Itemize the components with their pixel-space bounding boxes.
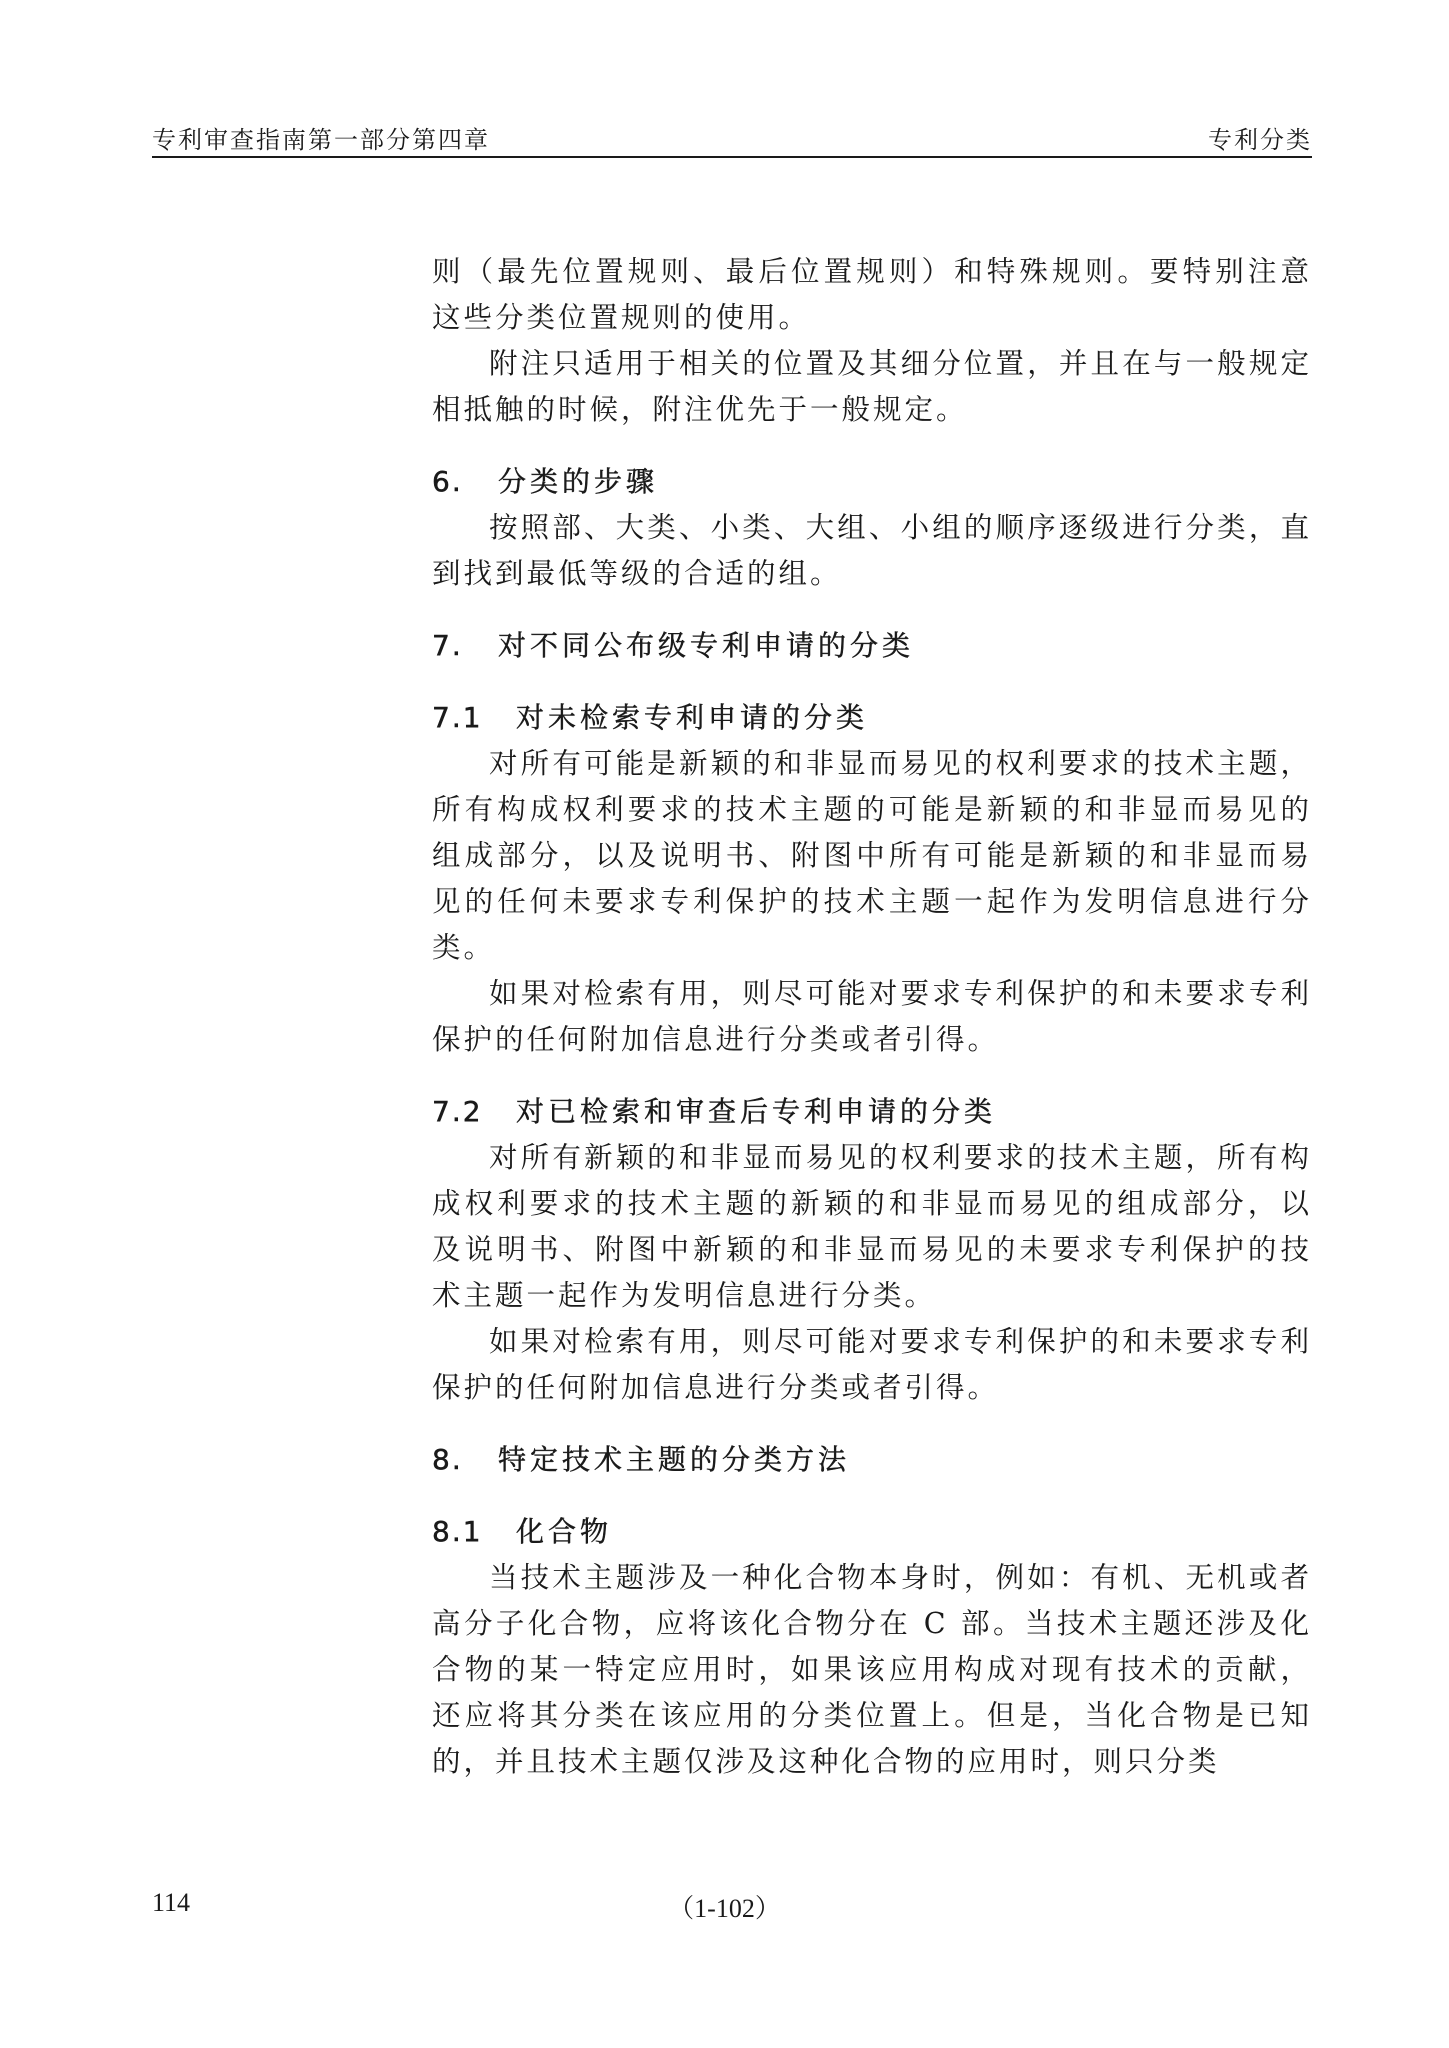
running-header bbox=[152, 120, 1312, 154]
page-body bbox=[432, 249, 1312, 1785]
section-title: 分类的步骤 bbox=[498, 465, 659, 498]
section-number: 8. bbox=[432, 1443, 463, 1476]
paragraph-continued: 则（最先位置规则、最后位置规则）和特殊规则。要特别注意这些分类位置规则的使用。 bbox=[432, 255, 1312, 334]
section-number: 8.1 bbox=[432, 1515, 483, 1548]
section-title: 对已检索和审查后专利申请的分类 bbox=[516, 1095, 997, 1128]
paragraph: 对所有可能是新颖的和非显而易见的权利要求的技术主题，所有构成权利要求的技术主题的可能是新颖的和非显而易见的组成部分，以及说明书、附图中所有可能是新颖的和非显而易见的任何未要求专利保护的技术主题一起作为发明信息进行分类。 bbox=[432, 747, 1312, 964]
header-chapter-title: 专利审查指南第一部分第四章 bbox=[152, 126, 490, 154]
section-title: 对不同公布级专利申请的分类 bbox=[498, 629, 915, 662]
header-section-title: 专利分类 bbox=[1208, 126, 1312, 154]
paragraph: 按照部、大类、小类、大组、小组的顺序逐级进行分类，直到找到最低等级的合适的组。 bbox=[432, 511, 1312, 590]
section-title: 化合物 bbox=[516, 1515, 613, 1548]
section-heading-7 bbox=[432, 623, 1312, 669]
paragraph-notes: 附注只适用于相关的位置及其细分位置，并且在与一般规定相抵触的时候，附注优先于一般规定。 bbox=[432, 347, 1312, 426]
section-number: 7.1 bbox=[432, 701, 483, 734]
section-number: 7.2 bbox=[432, 1095, 483, 1128]
section-title: 对未检索专利申请的分类 bbox=[516, 701, 869, 734]
section-heading-7-1 bbox=[432, 695, 1312, 741]
section-heading-7-2 bbox=[432, 1089, 1312, 1135]
paragraph: 对所有新颖的和非显而易见的权利要求的技术主题，所有构成权利要求的技术主题的新颖的和非显而易见的组成部分，以及说明书、附图中新颖的和非显而易见的未要求专利保护的技术主题一起作为发明信息进行分类。 bbox=[432, 1141, 1312, 1312]
section-title: 特定技术主题的分类方法 bbox=[498, 1443, 851, 1476]
section-heading-8 bbox=[432, 1437, 1312, 1483]
section-heading-6 bbox=[432, 459, 1312, 505]
paragraph: 当技术主题涉及一种化合物本身时，例如：有机、无机或者高分子化合物，应将该化合物分在 C 部。当技术主题还涉及化合物的某一特定应用时，如果该应用构成对现有技术的贡献，还应将其分类在该应用的分类位置上。但是，当化合物是已知的，并且技术主题仅涉及这种化合物的应用时，则只分类 bbox=[432, 1561, 1312, 1778]
page-number: 114 bbox=[152, 1888, 191, 1917]
section-number: 7. bbox=[432, 629, 463, 662]
section-heading-8-1 bbox=[432, 1509, 1312, 1555]
paragraph: 如果对检索有用，则尽可能对要求专利保护的和未要求专利保护的任何附加信息进行分类或者引得。 bbox=[432, 1325, 1312, 1404]
paragraph: 如果对检索有用，则尽可能对要求专利保护的和未要求专利保护的任何附加信息进行分类或者引得。 bbox=[432, 977, 1312, 1056]
page-code: （1-102） bbox=[668, 1894, 781, 1923]
section-number: 6. bbox=[432, 465, 463, 498]
header-divider bbox=[152, 156, 1312, 158]
